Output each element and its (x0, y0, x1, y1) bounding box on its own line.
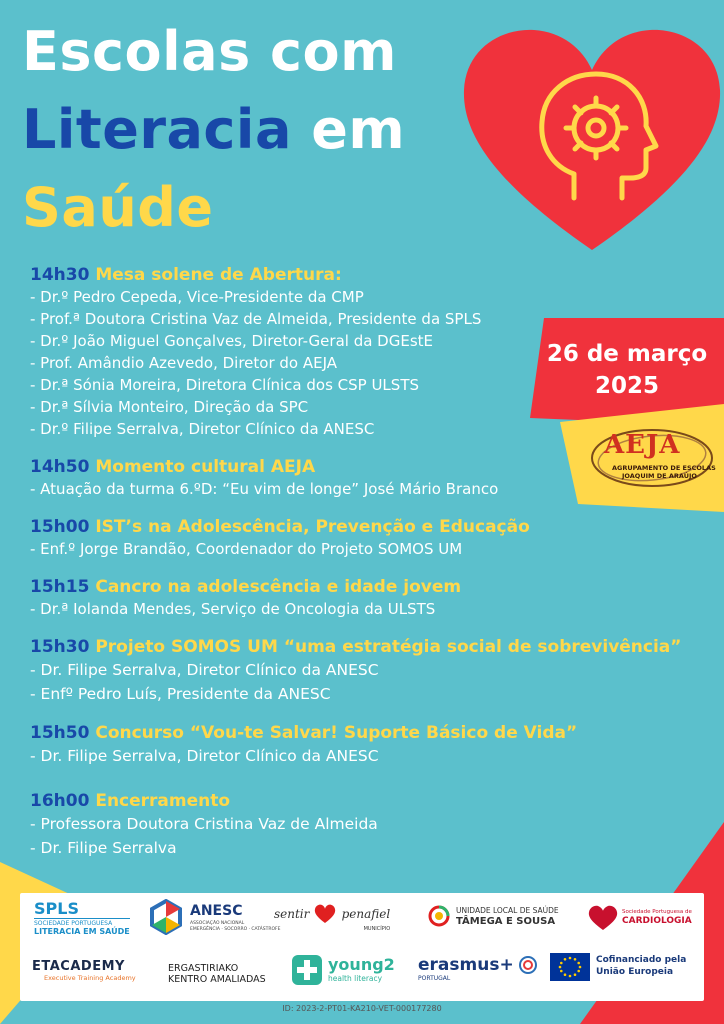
speaker: - Dr.º João Miguel Gonçalves, Diretor-Geral da DGEstE (30, 332, 434, 350)
reference-id: ID: 2023-2-PT01-KA210-VET-000177280 (282, 1004, 442, 1013)
agenda-time: 16h00 (30, 791, 90, 811)
speaker: - Enf.º Jorge Brandão, Coordenador do Projeto SOMOS UM (30, 540, 463, 558)
spls-line2: LITERACIA EM SAÚDE (34, 927, 130, 936)
penafiel-part2: penafiel (341, 907, 391, 921)
penafiel-heart-icon (314, 904, 336, 924)
speaker: - Prof.ª Doutora Cristina Vaz de Almeida, Presidente da SPLS (30, 310, 482, 328)
ergastiriako-line1: ERGASTIRIAKO (168, 963, 239, 974)
agenda-time: 15h50 (30, 723, 90, 743)
sponsor-bar (20, 893, 704, 1001)
agenda (30, 264, 720, 876)
speaker: - Enfº Pedro Luís, Presidente da ANESC (30, 685, 331, 703)
agenda-time: 15h30 (30, 637, 90, 657)
ergastiriako-line2: KENTRO AMALIADAS (168, 974, 266, 985)
anesc-name: ANESC (190, 903, 243, 919)
agenda-heading (30, 576, 720, 598)
aeja-mark: AEJA (604, 430, 681, 460)
agenda-time: 14h30 (30, 265, 90, 285)
agenda-heading (30, 516, 720, 538)
ulsts-emblem-icon (428, 905, 450, 927)
spls-logo (34, 899, 130, 936)
speaker: - Dr.ª Sílvia Monteiro, Direção da SPC (30, 398, 309, 416)
speaker: - Dr.º Pedro Cepeda, Vice-Presidente da CMP (30, 288, 364, 306)
agenda-topic: Cancro na adolescência e idade jovem (95, 577, 462, 597)
speaker: - Dr.º Filipe Serralva, Diretor Clínico da ANESC (30, 420, 375, 438)
erasmus-line2: PORTUGAL (418, 975, 451, 982)
agenda-topic: Concurso “Vou-te Salvar! Suporte Básico de Vida” (95, 723, 578, 743)
spls-name: SPLS (34, 899, 79, 918)
etacademy-name: ETACADEMY (32, 959, 125, 974)
agenda-heading (30, 722, 720, 744)
penafiel-line2: MUNICÍPIO (363, 925, 391, 932)
ergastiriako-logo (168, 963, 266, 985)
heart-brain-icon (462, 28, 722, 258)
agenda-topic: Projeto SOMOS UM “uma estratégia social de sobrevivência” (95, 637, 682, 657)
ulsts-line1: UNIDADE LOCAL DE SAÚDE (456, 906, 559, 915)
aeja-caption-1: AGRUPAMENTO DE ESCOLAS (612, 464, 716, 472)
etacademy-logo (32, 959, 136, 982)
speaker: - Atuação da turma 6.ºD: “Eu vim de longe” José Mário Branco (30, 480, 499, 498)
speaker: - Professora Doutora Cristina Vaz de Almeida (30, 815, 378, 833)
anesc-line2: EMERGÊNCIA · SOCORRO · CATÁSTROFE (190, 927, 281, 932)
erasmus-name: erasmus+ (418, 955, 514, 975)
agenda-item (30, 516, 720, 560)
agenda-heading (30, 790, 720, 812)
event-date-day: 26 de março (546, 341, 708, 367)
erasmus-swirl-icon (518, 955, 538, 975)
anesc-emblem-icon (148, 899, 184, 935)
penafiel-part1: sentir (274, 907, 310, 921)
speaker: - Prof. Amândio Azevedo, Diretor do AEJA (30, 354, 338, 372)
speaker: - Dr. Filipe Serralva, Diretor Clínico da ANESC (30, 747, 379, 765)
young2-cross-icon (292, 955, 322, 985)
etacademy-line2: Executive Training Academy (44, 974, 136, 982)
agenda-item (30, 722, 720, 768)
spc-line1: Sociedade Portuguesa de (622, 909, 692, 915)
agenda-item (30, 264, 720, 440)
young2-line2: health literacy (328, 974, 383, 983)
speaker: - Dr.ª Sónia Moreira, Diretora Clínica dos CSP ULSTS (30, 376, 419, 394)
agenda-topic: IST’s na Adolescência, Prevenção e Educação (95, 517, 530, 537)
agenda-item (30, 576, 720, 620)
eu-line1: Cofinanciado pela (596, 955, 687, 965)
spls-line1: SOCIEDADE PORTUGUESA (34, 918, 130, 927)
spc-line2: CARDIOLOGIA (622, 916, 692, 926)
aeja-caption-2: JOAQUIM DE ARAÚJO (622, 472, 697, 480)
agenda-heading (30, 264, 720, 286)
agenda-topic: Momento cultural AEJA (95, 457, 316, 477)
agenda-topic: Encerramento (95, 791, 231, 811)
agenda-item (30, 636, 720, 706)
title-line-2 (22, 100, 405, 160)
agenda-time: 15h00 (30, 517, 90, 537)
speaker: - Dr. Filipe Serralva (30, 839, 177, 857)
speaker: - Dr. Filipe Serralva, Diretor Clínico da ANESC (30, 661, 379, 679)
anesc-line1: ASSOCIAÇÃO NACIONAL (190, 921, 245, 926)
agenda-heading (30, 636, 720, 658)
agenda-topic: Mesa solene de Abertura: (95, 265, 342, 285)
erasmus-logo (418, 955, 514, 982)
agenda-heading (30, 456, 720, 478)
title-line-3: Saúde (22, 176, 214, 239)
young2-name: young2 (328, 955, 395, 974)
agenda-time: 15h15 (30, 577, 90, 597)
title-literacia: Literacia (22, 98, 292, 161)
agenda-item (30, 456, 720, 500)
eu-flag-icon (550, 953, 590, 981)
ulsts-line2: TÂMEGA E SOUSA (456, 916, 556, 927)
agenda-time: 14h50 (30, 457, 90, 477)
title-line-1: Escolas com (22, 20, 397, 83)
penafiel-logo (274, 903, 390, 932)
event-date-year: 2025 (594, 373, 659, 399)
spc-heart-icon (588, 905, 618, 931)
title-em: em (311, 98, 406, 161)
speaker: - Dr.ª Iolanda Mendes, Serviço de Oncologia da ULSTS (30, 600, 436, 618)
eu-line2: União Europeia (596, 967, 674, 977)
